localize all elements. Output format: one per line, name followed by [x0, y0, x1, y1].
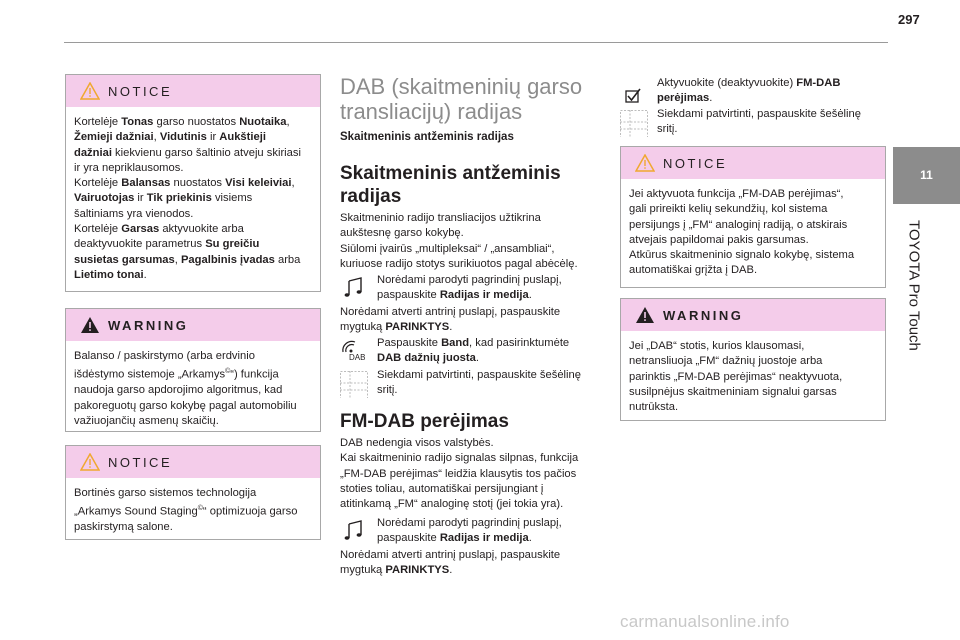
text-line: Norėdami parodyti pagrindinį puslapį,	[377, 517, 562, 529]
text-line: Siekdami patvirtinti, paspauskite šešėlinę	[657, 108, 861, 120]
text-line: Skaitmeninio radijo transliacijos užtikrina	[340, 212, 541, 224]
text-line: paskirstymą salone.	[74, 521, 173, 534]
dab-radio-icon	[340, 338, 368, 362]
step-text	[377, 273, 562, 304]
text-line: atitinkamą „FM“ analoginę stotį (jei tokia yra).	[340, 498, 564, 511]
text-line: Kortelėje Balansas nuostatos Visi keleiviai,	[74, 177, 295, 190]
text-line: Lietimo tonai.	[74, 268, 147, 281]
checkbox-checked-icon	[620, 84, 648, 108]
text-line: nutrūksta.	[629, 401, 679, 414]
step-text	[657, 107, 861, 138]
warning-header	[66, 309, 320, 341]
text-line: Jei „DAB“ stotis, kurios klausomasi,	[629, 340, 805, 352]
side-title-text: TOYOTA Pro Touch	[905, 220, 923, 351]
shaded-area-icon	[620, 107, 648, 137]
text-line: pakoreguotų garso kokybę pagal automobiliu	[74, 399, 297, 412]
notice-title: NOTICE	[663, 156, 728, 171]
page-number: 297	[898, 12, 920, 27]
text-line: ir yra nepriklausomos.	[74, 161, 184, 174]
text-line: Siūlomi įvairūs „multipleksai“ / „ansambliai“,	[340, 242, 555, 255]
text-line: naudoja garso apdorojimo algoritmus, kad	[74, 384, 283, 397]
text-line: šaltiniams yra vienodos.	[74, 207, 194, 220]
heading-line1: Skaitmeninis antžeminis	[340, 163, 561, 184]
heading-line2: radijas	[340, 186, 402, 207]
step-radio-media-2	[340, 516, 605, 548]
notice-title: NOTICE	[108, 455, 173, 470]
text-line: Paspauskite Band, kad pasirinktumėte	[377, 337, 570, 349]
paragraph-intro	[340, 211, 605, 272]
step-text	[377, 336, 569, 367]
text-line: netransliuoja „FM“ dažnių juostoje arba	[629, 355, 823, 368]
text-line: persijungs į „FM“ analoginį radiją, o atskirais	[629, 218, 848, 231]
text-line: Kortelėje Tonas garso nuostatos Nuotaika,	[74, 116, 290, 128]
paragraph-options	[340, 305, 605, 336]
warning-title: WARNING	[108, 318, 189, 333]
warning-body	[621, 331, 885, 423]
text-line: Vairuotojas ir Tik priekinis visiems	[74, 192, 253, 205]
text-line: automatiškai grįžta į DAB.	[629, 264, 758, 277]
warning-title: WARNING	[663, 308, 744, 323]
section-title	[340, 74, 610, 124]
text-line: Norėdami parodyti pagrindinį puslapį,	[377, 274, 562, 286]
text-line: Aktyvuokite (deaktyvuokite) FM-DAB	[657, 77, 841, 89]
section-title-line1: DAB (skaitmeninių garso	[340, 74, 583, 99]
notice-body	[66, 478, 320, 544]
text-line: kuriuose radijo stotys surikiuotos pagal abėcėlę.	[340, 257, 578, 270]
text-line: „FM-DAB perėjimas“ leidžia klausytis tos pačios	[340, 467, 577, 480]
text-line: Norėdami atverti antrinį puslapį, paspauskite	[340, 306, 561, 318]
text-line: mygtuką PARINKTYS.	[340, 321, 453, 334]
step-radio-media-1	[340, 273, 605, 305]
text-line: išdėstymo sistemoje „Arkamys©“) funkcija	[74, 368, 279, 382]
text-line: dažniai kiekvienu garso šaltinio atveju skiriasi	[74, 146, 301, 159]
header-rule	[64, 42, 888, 43]
step-text	[377, 368, 581, 399]
notice-body	[621, 179, 885, 287]
warning-box-2	[620, 298, 886, 421]
notice-title: NOTICE	[108, 84, 173, 99]
notice-header	[66, 75, 320, 107]
step-confirm-2	[620, 107, 886, 139]
section-subtitle: Skaitmeninis antžeminis radijas	[340, 131, 514, 143]
text-line: Kai skaitmeninio radijo signalas silpnas, funkcija	[340, 452, 579, 465]
text-line: Kortelėje Garsas aktyvuokite arba	[74, 223, 244, 236]
step-confirm-1	[340, 368, 605, 400]
dab-icon-label: DAB	[349, 353, 366, 362]
text-line: perėjimas.	[657, 92, 713, 105]
chapter-tab[interactable]: 11	[893, 147, 960, 204]
paragraph-options-2	[340, 548, 605, 579]
heading-digital-radio	[340, 162, 610, 208]
text-line: paspauskite Radijas ir medija.	[377, 289, 532, 302]
text-line: Bortinės garso sistemos technologija	[74, 487, 257, 499]
step-band	[340, 336, 605, 368]
warning-box-1	[65, 308, 321, 432]
text-line: važiuojančių asmenų skaičių.	[74, 414, 219, 427]
text-line: Atkūrus skaitmeninio signalo kokybę, sistema	[629, 249, 855, 262]
text-line: susilpnėjus skaitmeniniam signalui garsas	[629, 385, 837, 398]
text-line: Žemieji dažniai, Vidutinis ir Aukštieji	[74, 131, 266, 144]
notice-box-2	[65, 445, 321, 540]
text-line: DAB nedengia visos valstybės.	[340, 437, 494, 449]
paragraph-fm-dab	[340, 436, 610, 512]
step-fm-dab-toggle	[620, 76, 886, 108]
notice-triangle-icon	[80, 453, 100, 471]
shaded-area-icon	[340, 368, 368, 398]
text-line: aukštesnę garso kokybę.	[340, 227, 464, 240]
text-line: sritį.	[657, 123, 678, 136]
text-line: susietas garsumas, Pagalbinis įvadas arba	[74, 253, 301, 266]
notice-triangle-icon	[80, 82, 100, 100]
text-line: stoties toliau, automatiškai persijungiant į	[340, 482, 544, 495]
notice-header	[621, 147, 885, 179]
heading-fm-dab: FM-DAB perėjimas	[340, 411, 509, 432]
warning-header	[621, 299, 885, 331]
section-title-line2: transliacijų) radijas	[340, 99, 523, 124]
footer-watermark[interactable]: carmanualsonline.info	[620, 612, 790, 631]
music-note-icon	[340, 518, 368, 542]
notice-box-3	[620, 146, 886, 288]
text-line: atvejais papildomai pakis garsumas.	[629, 233, 809, 246]
text-line: Norėdami atverti antrinį puslapį, paspauskite	[340, 549, 561, 561]
text-line: Siekdami patvirtinti, paspauskite šešėlinę	[377, 369, 581, 381]
text-line: deaktyvuokite parametrus Su greičiu	[74, 238, 260, 251]
text-line: paspauskite Radijas ir medija.	[377, 532, 532, 545]
notice-header	[66, 446, 320, 478]
warning-triangle-icon	[80, 316, 100, 334]
step-text	[657, 76, 840, 107]
text-line: sritį.	[377, 384, 398, 397]
notice-triangle-icon	[635, 154, 655, 172]
side-title	[894, 220, 934, 420]
text-line: gali prireikti kelių sekundžių, kol sistema	[629, 203, 828, 216]
text-line: „Arkamys Sound Staging©“ optimizuoja garso	[74, 505, 298, 519]
step-text	[377, 516, 562, 547]
warning-triangle-icon	[635, 306, 655, 324]
notice-box-1	[65, 74, 321, 292]
text-line: parinktis „FM-DAB perėjimas“ neaktyvuota,	[629, 370, 843, 383]
notice-body	[66, 107, 320, 291]
warning-body	[66, 341, 320, 437]
text-line: Balanso / paskirstymo (arba erdvinio	[74, 350, 255, 362]
music-note-icon	[340, 275, 368, 299]
text-line: Jei aktyvuota funkcija „FM-DAB perėjimas“,	[629, 188, 844, 200]
text-line: DAB dažnių juosta.	[377, 352, 479, 365]
text-line: mygtuką PARINKTYS.	[340, 564, 453, 577]
